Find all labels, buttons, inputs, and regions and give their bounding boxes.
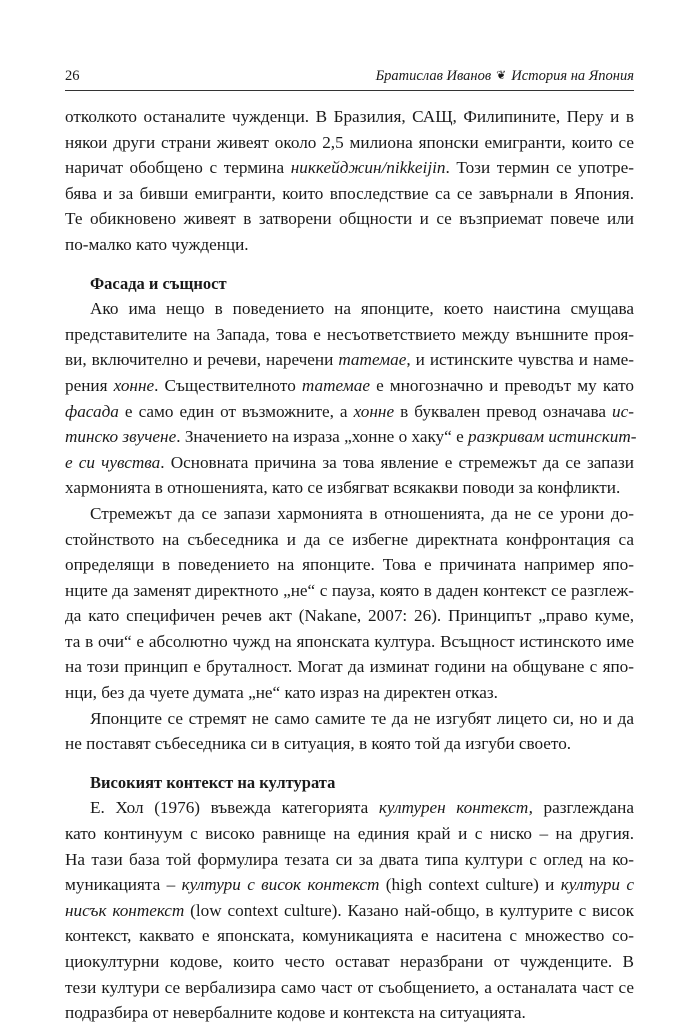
section2-paragraph-2 — [65, 501, 634, 706]
text-run: нци, без да чуете думата „не“ като израз на директен отказ. — [65, 683, 498, 703]
text-run: На тази база той формулира тезата си за двата типа култури с оглед на ко- — [65, 849, 634, 869]
text-line — [65, 155, 634, 181]
text-line — [65, 578, 634, 604]
text-run: разглеждана — [532, 798, 634, 818]
text-line — [65, 206, 634, 232]
section2-paragraph-3 — [65, 706, 634, 757]
text-run: (low context culture). Казано най-общо, в културите с висок — [184, 900, 634, 920]
text-line — [65, 475, 634, 501]
text-run: като континуум с високо равнище на единия край и с ниско – на другия. — [65, 824, 634, 844]
fleuron-separator: ❦ — [496, 68, 507, 82]
text-run: циокултурни кодове, които често остават неразбрани от чужденците. В — [65, 952, 634, 971]
text-run: ви, включително и речеви, наречени — [65, 350, 339, 370]
text-run: та в очи“ е абсолютно чужд на японската култура. Всъщност истинското име — [65, 631, 634, 651]
text-run: на този принцип е бруталност. Могат да изминат години на общуване с япо- — [65, 657, 634, 677]
text-line — [65, 680, 634, 706]
text-line — [65, 872, 634, 898]
text-run: . Основната причина за това явление е стремежът да се запази — [160, 452, 634, 472]
text-run: е само един от възможните, а — [118, 401, 354, 421]
text-line — [65, 424, 637, 450]
section-heading-facade: Фасада и същност — [90, 273, 227, 293]
text-run: Е. Хол (1976) въвежда категорията — [90, 798, 379, 818]
italic-run: разкривам истинскит- — [468, 427, 637, 447]
italic-run: хонне — [113, 375, 155, 395]
italic-run: нисък контекст — [65, 900, 185, 920]
text-run: бява и за бивши емигранти, които впоследствие са се завърнали в Япония. — [65, 183, 634, 203]
text-run: Стремежът да се запази хармонията в отношенията, да не се урони до- — [90, 503, 634, 523]
text-run: . Значението на израза „хонне о хаку“ е — [176, 427, 469, 447]
text-run: хармонията в отношенията, като се избягват всякакви поводи за конфликти. — [65, 478, 621, 498]
text-run: Японците се стремят не само самите те да не изгубят лицето си, но и да — [90, 708, 634, 728]
text-run: определящи в поведението на японците. Това е причината например япо- — [65, 555, 634, 575]
text-line — [65, 603, 634, 629]
text-run: някои други страни живеят около 2,5 милиона японски емигранти, които се — [65, 132, 634, 152]
italic-run: тинско звучене — [65, 427, 177, 447]
spacer — [65, 757, 634, 770]
text-line — [65, 898, 634, 924]
text-line — [65, 399, 634, 425]
italic-run: татемае — [338, 350, 407, 370]
text-line — [65, 821, 634, 847]
section-heading-high-context: Високият контекст на културата — [90, 772, 336, 792]
text-run: представителите на Запада, това е несъответствието между външните проя- — [65, 324, 634, 344]
book-title: История на Япония — [511, 68, 634, 84]
text-line — [65, 847, 634, 873]
text-run: отколкото останалите чужденци. В Бразилия, САЩ, Филипините, Перу и в — [65, 107, 634, 126]
text-run: в буквален превод означава — [394, 401, 613, 421]
text-line — [65, 731, 634, 757]
running-header — [65, 66, 634, 88]
italic-run: културен контекст, — [378, 798, 533, 818]
text-line — [65, 629, 634, 655]
text-line — [65, 923, 634, 949]
text-run: подразбира от невербалните кодове и контекста на ситуацията. — [65, 1003, 526, 1023]
text-line — [65, 104, 634, 130]
text-run: да като специфичен речев акт (Nakane, 2007: 26). Принципът „право куме, — [65, 606, 634, 626]
text-line — [65, 130, 634, 156]
text-line — [65, 373, 634, 399]
text-run: рения — [65, 375, 114, 395]
text-run: контекст, каквато е японската, комуникацията е наситена с множество со- — [65, 926, 634, 946]
text-line — [65, 322, 634, 348]
text-line — [65, 450, 634, 476]
italic-run: фасада — [65, 401, 119, 421]
italic-run: никкейджин/nikkeijin — [290, 158, 446, 178]
text-run: Те обикновено живеят в затворени общности и се възприемат повече или — [65, 209, 634, 229]
text-run: нците да заменят директното „не“ с пауза, която в даден контекст се разглеж- — [65, 580, 634, 600]
running-title — [376, 68, 634, 85]
text-line — [65, 949, 634, 975]
author-name: Братислав Иванов — [375, 68, 492, 84]
spacer — [65, 258, 634, 271]
text-run: , и истинските чувства и наме- — [406, 350, 634, 370]
text-run: . Съществителното — [154, 375, 302, 395]
italic-run: ис- — [612, 401, 634, 421]
section3-paragraph-1 — [65, 795, 634, 1025]
section1-paragraph — [65, 104, 634, 258]
text-run: Ако има нещо в поведението на японците, което наистина смущава — [90, 299, 634, 319]
text-run: муникацията – — [65, 875, 182, 895]
text-run: (high context culture) и — [379, 875, 561, 895]
italic-run: е си чувства — [65, 452, 161, 472]
text-run: наричат обобщено с термина — [65, 158, 291, 178]
text-run: . Този термин се употре- — [445, 158, 635, 178]
text-line — [65, 1000, 634, 1026]
text-run: стойнството на събеседника и да се избегне директната конфронтация са — [65, 529, 634, 549]
text-line — [65, 975, 634, 1001]
page-number: 26 — [65, 68, 80, 84]
header-rule — [65, 90, 634, 91]
italic-run: татемае — [301, 375, 370, 395]
text-line — [65, 181, 634, 207]
text-run: по-малко като чужденци. — [65, 234, 249, 254]
text-line — [65, 706, 634, 732]
text-run: е многозначно и преводът му като — [369, 375, 634, 395]
italic-run: хонне — [353, 401, 395, 421]
page-body — [65, 104, 637, 1026]
italic-run: култури с висок контекст — [181, 875, 380, 895]
text-line — [65, 501, 634, 527]
italic-run: култури с — [560, 875, 635, 895]
text-run: тези култури се вербализира само част от съобщението, а останалата част се — [65, 977, 634, 997]
section2-paragraph-1 — [65, 296, 637, 501]
text-line — [65, 232, 634, 258]
text-run: не поставят събеседника си в ситуация, в която той да изгуби своето. — [65, 734, 572, 754]
text-line — [65, 654, 634, 680]
text-line — [65, 552, 634, 578]
text-line — [65, 347, 634, 373]
text-line — [65, 795, 634, 821]
text-line — [65, 296, 634, 322]
text-line — [65, 527, 634, 553]
